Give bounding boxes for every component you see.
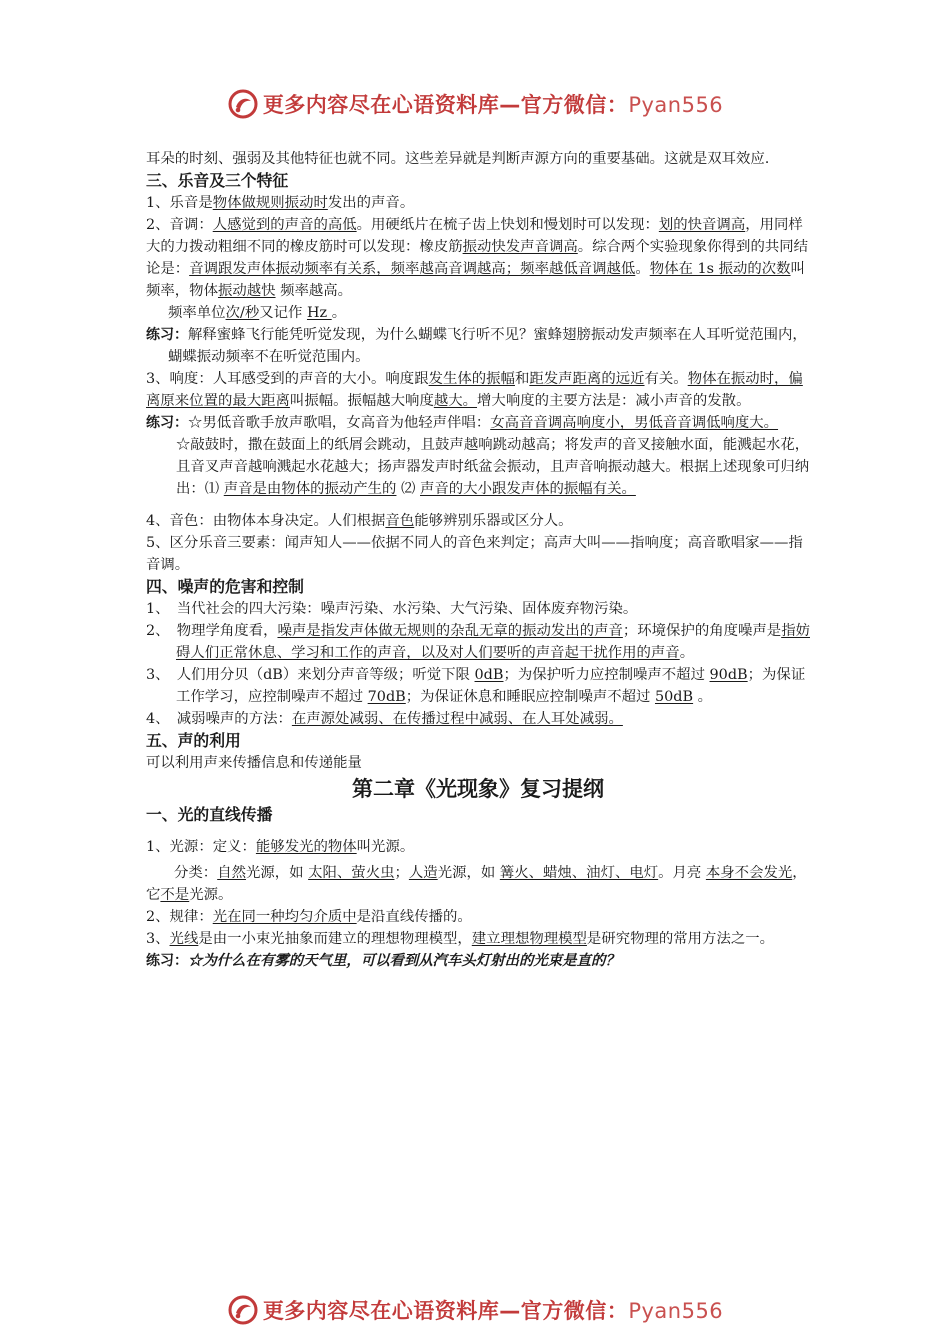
list-item: 4、 减弱噪声的方法：在声源处减弱、在传播过程中减弱、在人耳处减弱。 [146, 711, 623, 727]
section-heading-noise: 四、噪声的危害和控制 [146, 577, 304, 596]
practice-paragraph: 练习：☆为什么在有雾的天气里，可以看到从汽车头灯射出的光束是直的？ [146, 952, 620, 969]
list-item: 1、乐音是物体做规则振动时发出的声音。 [146, 195, 415, 211]
document-body [146, 148, 810, 972]
section-heading-music: 三、乐音及三个特征 [146, 171, 289, 190]
section-heading-sound-use: 五、声的利用 [146, 731, 241, 750]
list-item: 3、 人们用分贝（dB）来划分声音等级；听觉下限 0dB；为保护听力应控制噪声不超过 90dB；为保证工作学习，应控制噪声不超过 70dB；为保证休息和睡眠应控制噪声不超过 50dB 。 [146, 667, 806, 705]
watermark-text: 更多内容尽在心语资料库—官方微信：Pyan556 [262, 93, 724, 117]
list-item: 2、 物理学角度看，噪声是指发声体做无规则的杂乱无章的振动发出的声音；环境保护的角度噪声是指妨碍人们正常休息、学习和工作的声音，以及对人们要听的声音起干扰作用的声音。 [146, 623, 810, 661]
brand-logo-icon [227, 1294, 259, 1326]
list-item: 3、响度：人耳感受到的声音的大小。响度跟发生体的振幅和距发声距离的远近有关。物体在振动时，偏离原来位置的最大距离叫振幅。振幅越大响度越大。增大响度的主要方法是：减小声音的发散。 [146, 371, 803, 409]
list-item: 2、音调：人感觉到的声音的高低。用硬纸片在梳子齿上快划和慢划时可以发现：划的快音调高，用同样大的力拨动粗细不同的橡皮筋时可以发现：橡皮筋振动快发声音调高。综合两个实验现象你得到的共同结论是：音调跟发声体振动频率有关系，频率越高音调越高；频率越低音调越低。物体在 1s 振动的次数叫频率，物体振动越快 频率越高。 [146, 217, 809, 299]
list-item: 3、光线是由一小束光抽象而建立的理想物理模型，建立理想物理模型是研究物理的常用方法之一。 [146, 931, 775, 947]
watermark-text: 更多内容尽在心语资料库—官方微信：Pyan556 [262, 1299, 724, 1323]
paragraph: 可以利用声来传播信息和传递能量 [146, 755, 362, 771]
footer-watermark [0, 1290, 950, 1330]
intro-paragraph: 耳朵的时刻、强弱及其他特征也就不同。这些差异就是判断声源方向的重要基础。这就是双耳效应. [146, 151, 770, 167]
classification-paragraph: 分类：自然光源，如 太阳、萤火虫；人造光源，如 篝火、蜡烛、油灯、电灯。月亮 本身不会发光，它不是光源。 [146, 865, 807, 903]
brand-logo-icon [227, 88, 259, 120]
header-watermark [0, 84, 950, 124]
practice-paragraph-continued: ☆敲鼓时，撒在鼓面上的纸屑会跳动，且鼓声越响跳动越高；将发声的音叉接触水面，能溅起水花，且音叉声音越响溅起水花越大；扬声器发声时纸盆会振动，且声音响振动越大。根据上述现象可归纳出：⑴ 声音是由物体的振动产生的 ⑵ 声音的大小跟发声体的振幅有关。 [176, 437, 810, 497]
practice-paragraph: 练习：☆男低音歌手放声歌唱，女高音为他轻声伴唱：女高音音调高响度小，男低音音调低响度大。 [146, 415, 779, 431]
section-heading-light: 一、光的直线传播 [146, 805, 273, 824]
list-item-continued: 频率单位次/秒又记作 Hz 。 [168, 305, 347, 321]
list-item: 2、规律：光在同一种均匀介质中是沿直线传播的。 [146, 909, 472, 925]
chapter-title: 第二章《光现象》复习提纲 [352, 777, 604, 801]
practice-paragraph: 练习：解释蜜蜂飞行能凭听觉发现，为什么蝴蝶飞行听不见？蜜蜂翅膀振动发声频率在人耳听觉范围内，蝴蝶振动频率不在听觉范围内。 [146, 327, 807, 365]
list-item: 4、音色：由物体本身决定。人们根据音色能够辨别乐器或区分人。 [146, 513, 573, 529]
list-item: 5、区分乐音三要素：闻声知人——依据不同人的音色来判定；高声大叫——指响度；高音歌唱家——指音调。 [146, 535, 803, 573]
list-item: 1、光源：定义：能够发光的物体叫光源。 [146, 839, 415, 855]
list-item: 1、 当代社会的四大污染：噪声污染、水污染、大气污染、固体废弃物污染。 [146, 601, 638, 617]
